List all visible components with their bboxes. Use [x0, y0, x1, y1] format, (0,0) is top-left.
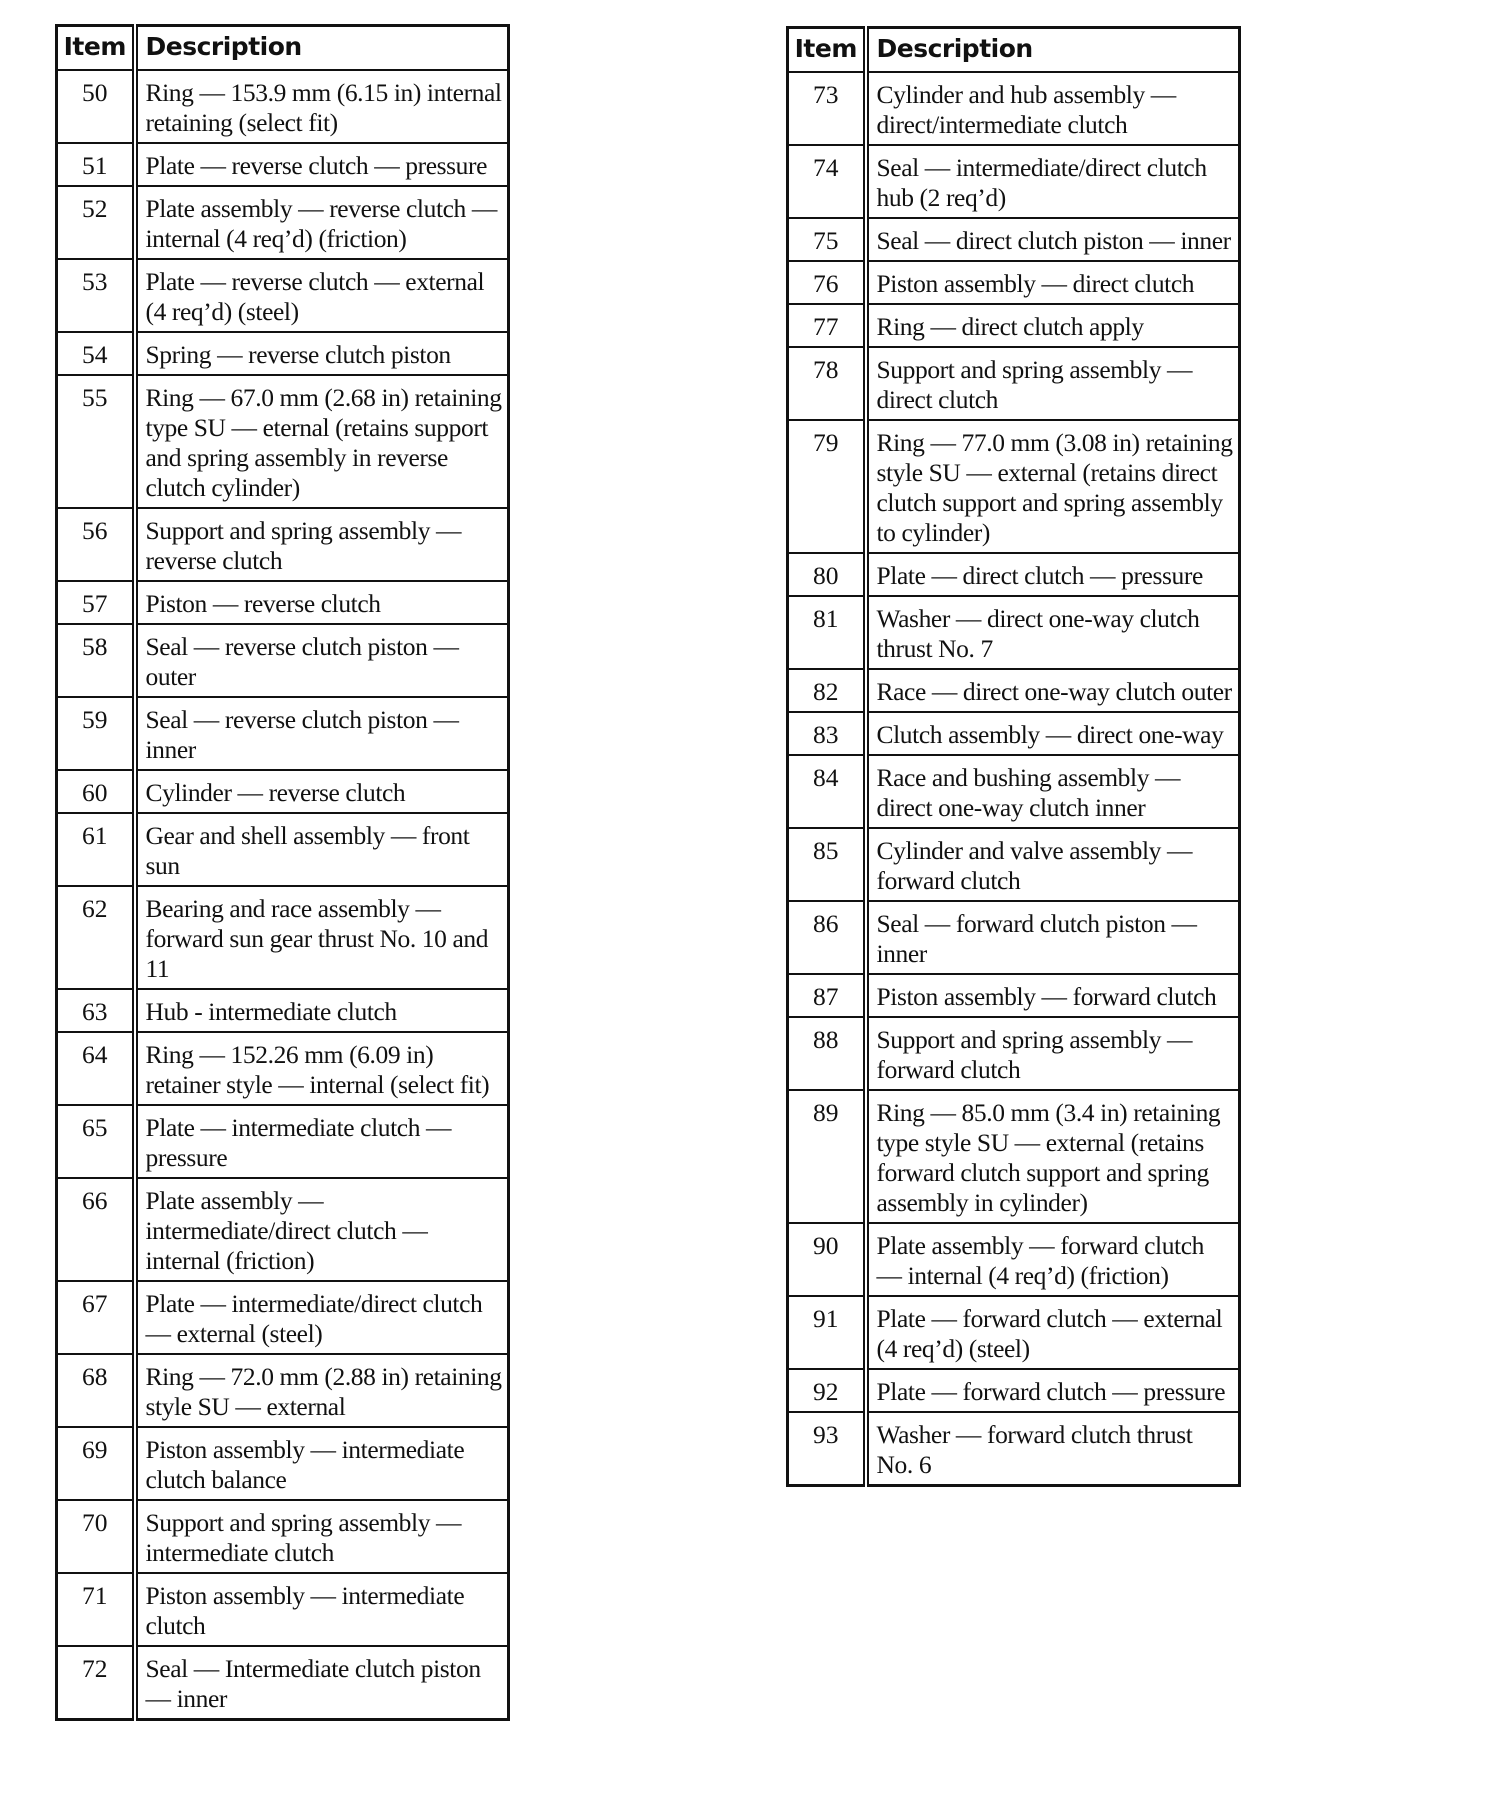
table-row: [57, 770, 509, 813]
table-row: [57, 989, 509, 1032]
item-number: 68: [57, 1354, 135, 1427]
item-number: 71: [57, 1573, 135, 1646]
description-column-header: Description: [135, 26, 509, 71]
item-column-header: Item: [57, 26, 135, 71]
item-number: 66: [57, 1178, 135, 1281]
item-number: 72: [57, 1646, 135, 1720]
item-description: Washer — direct one-way clutch thrust No. 7: [866, 596, 1240, 669]
item-description: Ring — 152.26 mm (6.09 in) retainer style — internal (select fit): [135, 1032, 509, 1105]
table-row: [788, 755, 1240, 828]
item-description: Ring — 153.9 mm (6.15 in) internal retaining (select fit): [135, 70, 509, 143]
table-row: [57, 1354, 509, 1427]
item-number: 79: [788, 420, 866, 553]
item-number: 67: [57, 1281, 135, 1354]
item-description: Cylinder — reverse clutch: [135, 770, 509, 813]
item-number: 93: [788, 1412, 866, 1486]
table-row: [788, 1017, 1240, 1090]
table-row: [788, 145, 1240, 218]
parts-table-right: [786, 26, 1241, 1487]
item-number: 58: [57, 624, 135, 697]
table-row: [788, 974, 1240, 1017]
item-number: 88: [788, 1017, 866, 1090]
table-row: [57, 1178, 509, 1281]
table-row: [57, 624, 509, 697]
table-row: [788, 1412, 1240, 1486]
item-description: Ring — 85.0 mm (3.4 in) retaining type style SU — external (retains forward clutch support and spring assembly in cylinder): [866, 1090, 1240, 1223]
item-number: 87: [788, 974, 866, 1017]
item-number: 86: [788, 901, 866, 974]
table-row: [788, 553, 1240, 596]
item-number: 82: [788, 669, 866, 712]
item-column-header: Item: [788, 28, 866, 73]
table-row: [788, 712, 1240, 755]
description-column-header: Description: [866, 28, 1240, 73]
item-description: Ring — 77.0 mm (3.08 in) retaining style SU — external (retains direct clutch support and spring assembly to cylinder): [866, 420, 1240, 553]
item-number: 91: [788, 1296, 866, 1369]
item-description: Plate — intermediate clutch — pressure: [135, 1105, 509, 1178]
item-number: 77: [788, 304, 866, 347]
item-description: Seal — intermediate/direct clutch hub (2 req’d): [866, 145, 1240, 218]
item-description: Plate — reverse clutch — external (4 req’d) (steel): [135, 259, 509, 332]
item-number: 64: [57, 1032, 135, 1105]
item-description: Plate assembly — reverse clutch — internal (4 req’d) (friction): [135, 186, 509, 259]
table-row: [57, 70, 509, 143]
table-row: [788, 1296, 1240, 1369]
item-description: Seal — Intermediate clutch piston — inner: [135, 1646, 509, 1720]
table-row: [57, 259, 509, 332]
item-number: 89: [788, 1090, 866, 1223]
item-description: Gear and shell assembly — front sun: [135, 813, 509, 886]
item-number: 50: [57, 70, 135, 143]
item-description: Piston assembly — intermediate clutch balance: [135, 1427, 509, 1500]
item-description: Plate — forward clutch — external (4 req’d) (steel): [866, 1296, 1240, 1369]
table-row: [788, 72, 1240, 145]
item-number: 60: [57, 770, 135, 813]
table-row: [57, 1281, 509, 1354]
item-number: 73: [788, 72, 866, 145]
item-number: 85: [788, 828, 866, 901]
table-row: [788, 218, 1240, 261]
item-description: Plate — reverse clutch — pressure: [135, 143, 509, 186]
item-description: Plate assembly — intermediate/direct clutch — internal (friction): [135, 1178, 509, 1281]
table-row: [788, 828, 1240, 901]
item-description: Hub - intermediate clutch: [135, 989, 509, 1032]
table-row: [57, 697, 509, 770]
item-description: Race and bushing assembly — direct one-way clutch inner: [866, 755, 1240, 828]
table-row: [57, 1646, 509, 1720]
item-description: Plate assembly — forward clutch — internal (4 req’d) (friction): [866, 1223, 1240, 1296]
item-description: Bearing and race assembly — forward sun gear thrust No. 10 and 11: [135, 886, 509, 989]
table-row: [788, 1369, 1240, 1412]
item-description: Piston assembly — forward clutch: [866, 974, 1240, 1017]
item-number: 90: [788, 1223, 866, 1296]
item-description: Cylinder and hub assembly — direct/intermediate clutch: [866, 72, 1240, 145]
table-row: [57, 143, 509, 186]
item-number: 74: [788, 145, 866, 218]
item-number: 78: [788, 347, 866, 420]
item-description: Piston assembly — intermediate clutch: [135, 1573, 509, 1646]
table-row: [57, 508, 509, 581]
item-number: 70: [57, 1500, 135, 1573]
table-row: [57, 1427, 509, 1500]
item-number: 84: [788, 755, 866, 828]
item-number: 69: [57, 1427, 135, 1500]
item-number: 92: [788, 1369, 866, 1412]
table-row: [57, 332, 509, 375]
item-description: Piston assembly — direct clutch: [866, 261, 1240, 304]
item-description: Seal — reverse clutch piston — outer: [135, 624, 509, 697]
item-description: Ring — 67.0 mm (2.68 in) retaining type SU — eternal (retains support and spring assembly in reverse clutch cylinder): [135, 375, 509, 508]
header-row: [57, 26, 509, 71]
item-number: 76: [788, 261, 866, 304]
table-row: [788, 261, 1240, 304]
item-description: Plate — direct clutch — pressure: [866, 553, 1240, 596]
item-number: 81: [788, 596, 866, 669]
parts-table-left: [55, 24, 510, 1721]
item-description: Clutch assembly — direct one-way: [866, 712, 1240, 755]
item-description: Spring — reverse clutch piston: [135, 332, 509, 375]
item-number: 80: [788, 553, 866, 596]
item-description: Plate — intermediate/direct clutch — external (steel): [135, 1281, 509, 1354]
table-row: [788, 1090, 1240, 1223]
item-description: Support and spring assembly — intermediate clutch: [135, 1500, 509, 1573]
table-row: [788, 304, 1240, 347]
item-description: Washer — forward clutch thrust No. 6: [866, 1412, 1240, 1486]
item-description: Plate — forward clutch — pressure: [866, 1369, 1240, 1412]
table-row: [788, 420, 1240, 553]
item-number: 65: [57, 1105, 135, 1178]
item-description: Support and spring assembly — reverse clutch: [135, 508, 509, 581]
item-description: Seal — direct clutch piston — inner: [866, 218, 1240, 261]
table-row: [788, 347, 1240, 420]
table-row: [57, 1573, 509, 1646]
table-row: [788, 1223, 1240, 1296]
item-number: 54: [57, 332, 135, 375]
table-row: [57, 1500, 509, 1573]
item-number: 56: [57, 508, 135, 581]
item-number: 61: [57, 813, 135, 886]
item-number: 83: [788, 712, 866, 755]
item-number: 75: [788, 218, 866, 261]
item-description: Seal — reverse clutch piston — inner: [135, 697, 509, 770]
item-description: Seal — forward clutch piston — inner: [866, 901, 1240, 974]
table-row: [57, 581, 509, 624]
item-description: Ring — direct clutch apply: [866, 304, 1240, 347]
table-row: [57, 1032, 509, 1105]
item-description: Support and spring assembly — direct clutch: [866, 347, 1240, 420]
table-row: [57, 186, 509, 259]
table-row: [788, 596, 1240, 669]
table-row: [57, 1105, 509, 1178]
item-number: 59: [57, 697, 135, 770]
item-number: 55: [57, 375, 135, 508]
item-description: Piston — reverse clutch: [135, 581, 509, 624]
item-number: 51: [57, 143, 135, 186]
item-number: 63: [57, 989, 135, 1032]
item-description: Race — direct one-way clutch outer: [866, 669, 1240, 712]
header-row: [788, 28, 1240, 73]
item-number: 62: [57, 886, 135, 989]
item-description: Cylinder and valve assembly — forward clutch: [866, 828, 1240, 901]
item-number: 53: [57, 259, 135, 332]
table-row: [57, 375, 509, 508]
table-row: [788, 901, 1240, 974]
table-row: [57, 813, 509, 886]
item-number: 52: [57, 186, 135, 259]
item-description: Support and spring assembly — forward clutch: [866, 1017, 1240, 1090]
item-description: Ring — 72.0 mm (2.88 in) retaining style SU — external: [135, 1354, 509, 1427]
table-row: [788, 669, 1240, 712]
item-number: 57: [57, 581, 135, 624]
table-row: [57, 886, 509, 989]
